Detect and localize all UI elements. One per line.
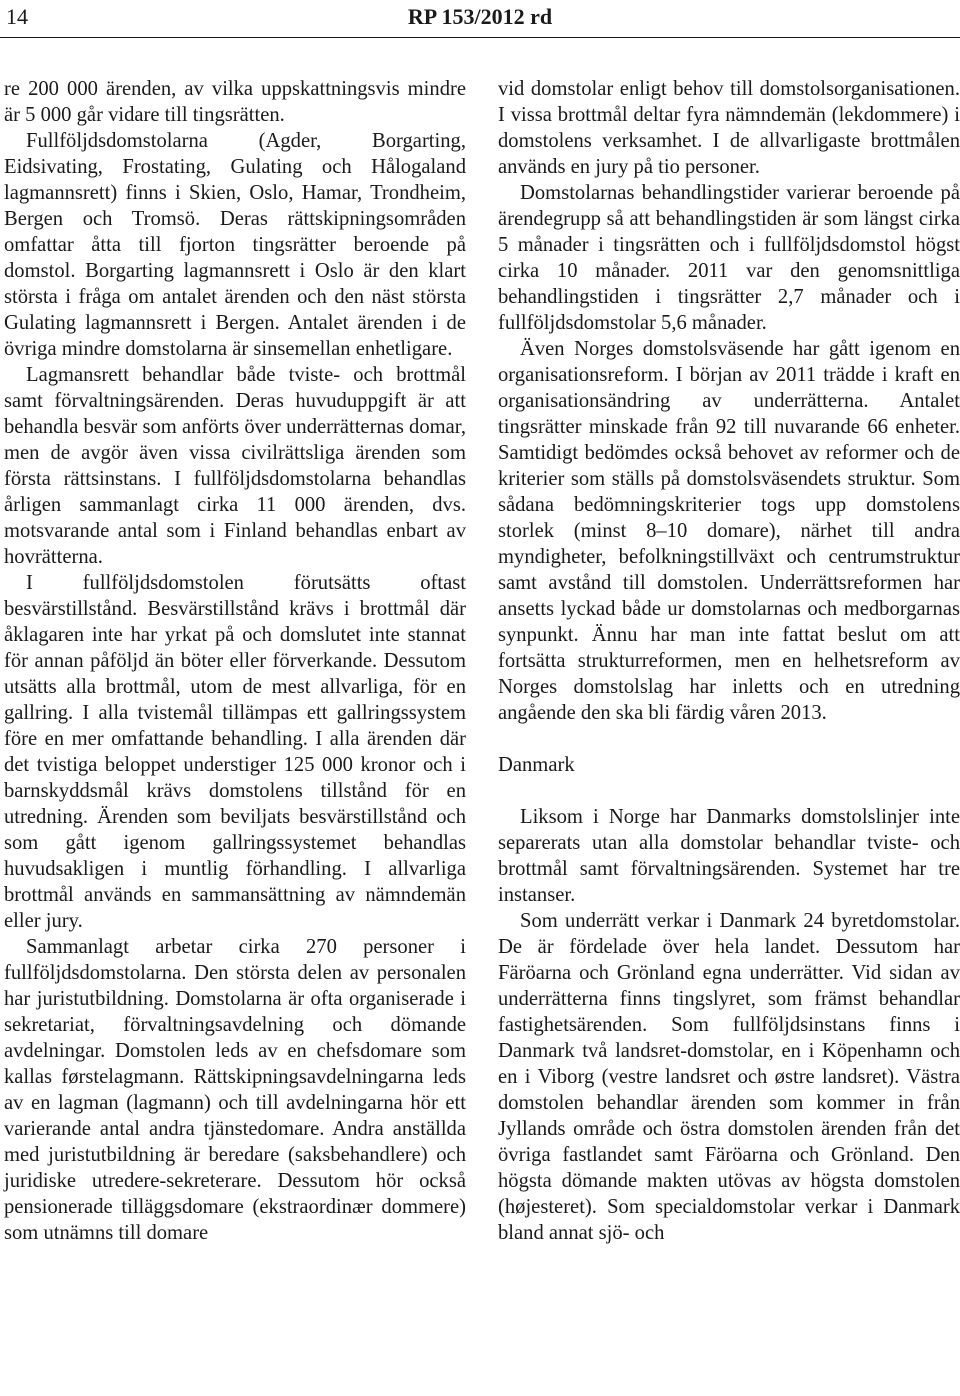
paragraph: Som underrätt verkar i Danmark 24 byretdomstolar. De är fördelade över hela landet. Dessutom har Färöarna och Grönland egna underrätter. Vid sidan av underrätterna finns tingslyret, som främst behandlar fastighetsärenden. Som fullföljdsinstans finns i Danmark två landsret-domstolar, en i Köpenhamn och en i Viborg (vestre landsret och østre landsret). Västra domstolen behandlar ärenden som kommer in från Jyllands område och östra domstolen ärenden från det övriga fastlandet samt Färöarna och Grönland. Den högsta dömande makten utövas av högsta domstolen (højesteret). Som specialdomstolar verkar i Danmark bland annat sjö- och — [498, 910, 960, 1244]
paragraph: Lagmansrett behandlar både tviste- och brottmål samt förvaltningsärenden. Deras huvuduppgift är att behandla besvär som anförts över underrätternas domar, men de avgör även vissa civilrättsliga ärenden som första rättsinstans. I fullföljdsdomstolarna behandlas årligen sammanlagt cirka 11 000 ärenden, dvs. motsvarande antal som i Finland behandlas enbart av hovrätterna. — [4, 364, 466, 568]
paragraph: vid domstolar enligt behov till domstolsorganisationen. I vissa brottmål deltar fyra nämndemän (lekdommere) i domstolens verksamhet. I de allvarligaste brottmålen används en jury på tio personer. — [498, 78, 960, 178]
section-heading: Danmark — [498, 754, 575, 776]
header-rule — [0, 37, 960, 38]
page-number: 14 — [6, 4, 28, 29]
right-column — [498, 76, 960, 1246]
left-column — [4, 76, 466, 1246]
paragraph: re 200 000 ärenden, av vilka uppskattningsvis mindre är 5 000 går vidare till tingsrätten. — [4, 78, 466, 126]
paragraph: Liksom i Norge har Danmarks domstolslinjer inte separerats utan alla domstolar behandlar tviste- och brottmål samt förvaltningsärenden. Systemet har tre instanser. — [498, 806, 960, 906]
document-reference: RP 153/2012 rd — [407, 4, 553, 29]
paragraph: Domstolarnas behandlingstider varierar beroende på ärendegrupp så att behandlingstiden är som längst cirka 5 månader i tingsrätten och i fullföljdsdomstol högst cirka 10 månader. 2011 var den genomsnittliga behandlingstiden i tingsrätter 2,7 månader och i fullföljdsdomstolar 5,6 månader. — [498, 182, 960, 334]
paragraph: Fullföljdsdomstolarna (Agder, Borgarting, Eidsivating, Frostating, Gulating och Hålogaland lagmannsrett) finns i Skien, Oslo, Hamar, Trondheim, Bergen och Tromsö. Deras rättskipningsområden omfattar åtta till fjorton tingsrätter beroende på domstol. Borgarting lagmannsrett i Oslo är den klart största i fråga om antalet ärenden och den näst största Gulating lagmannsrett i Bergen. Antalet ärenden i de övriga mindre domstolarna är sinsemellan enhetligare. — [4, 130, 466, 360]
paragraph: Sammanlagt arbetar cirka 270 personer i fullföljdsdomstolarna. Den största delen av personalen har juristutbildning. Domstolarna är ofta organiserade i sekretariat, förvaltningsavdelning och dömande avdelningar. Domstolen leds av en chefsdomare som kallas førstelagmann. Rättskipningsavdelningarna leds av en lagman (lagmann) och till avdelningarna hör ett varierande antal andra tjänstedomare. Andra anställda med juristutbildning är beredare (saksbehandlere) och juridiske utredere-sekreterare. Dessutom hör också pensionerade tilläggsdomare (ekstraordinær dommere) som utnämns till domare — [4, 936, 466, 1244]
paragraph: Även Norges domstolsväsende har gått igenom en organisationsreform. I början av 2011 trädde i kraft en organisationsändring av underrätterna. Antalet tingsrätter minskade från 92 till nuvarande 66 enheter. Samtidigt bedömdes också behovet av reformer och de kriterier som ställs på domstolsväsendets struktur. Som sådana bedömningskriterier togs upp domstolens storlek (minst 8–10 domare), närhet till andra myndigheter, befolkningstillväxt och centrumstruktur samt avstånd till domstolen. Underrättsreformen har ansetts lyckad både ur domstolarnas och medborgarnas synpunkt. Ännu har man inte fattat beslut om att fortsätta strukturreformen, men en helhetsreform av Norges domstolslag har inletts och en utredning angående den ska bli färdig våren 2013. — [498, 338, 960, 724]
page-header — [0, 0, 960, 40]
paragraph: I fullföljdsdomstolen förutsätts oftast besvärstillstånd. Besvärstillstånd krävs i brottmål där åklagaren inte har yrkat på och domslutet inte stannat för annan påföljd än böter eller förverkande. Dessutom utsätts alla brottmål, utom de mest allvarliga, för en gallring. I alla tvistemål tillämpas ett gallringssystem före en mer omfattande behandling. I alla ärenden där det tvistiga beloppet understiger 125 000 kronor och i barnskyddsmål krävs domstolens tillstånd för en utredning. Ärenden som beviljats besvärstillstånd och som gått igenom gallringssystemet behandlas huvudsakligen i muntlig förhandling. I allvarliga brottmål används en sammansättning av nämndemän eller jury. — [4, 572, 466, 932]
